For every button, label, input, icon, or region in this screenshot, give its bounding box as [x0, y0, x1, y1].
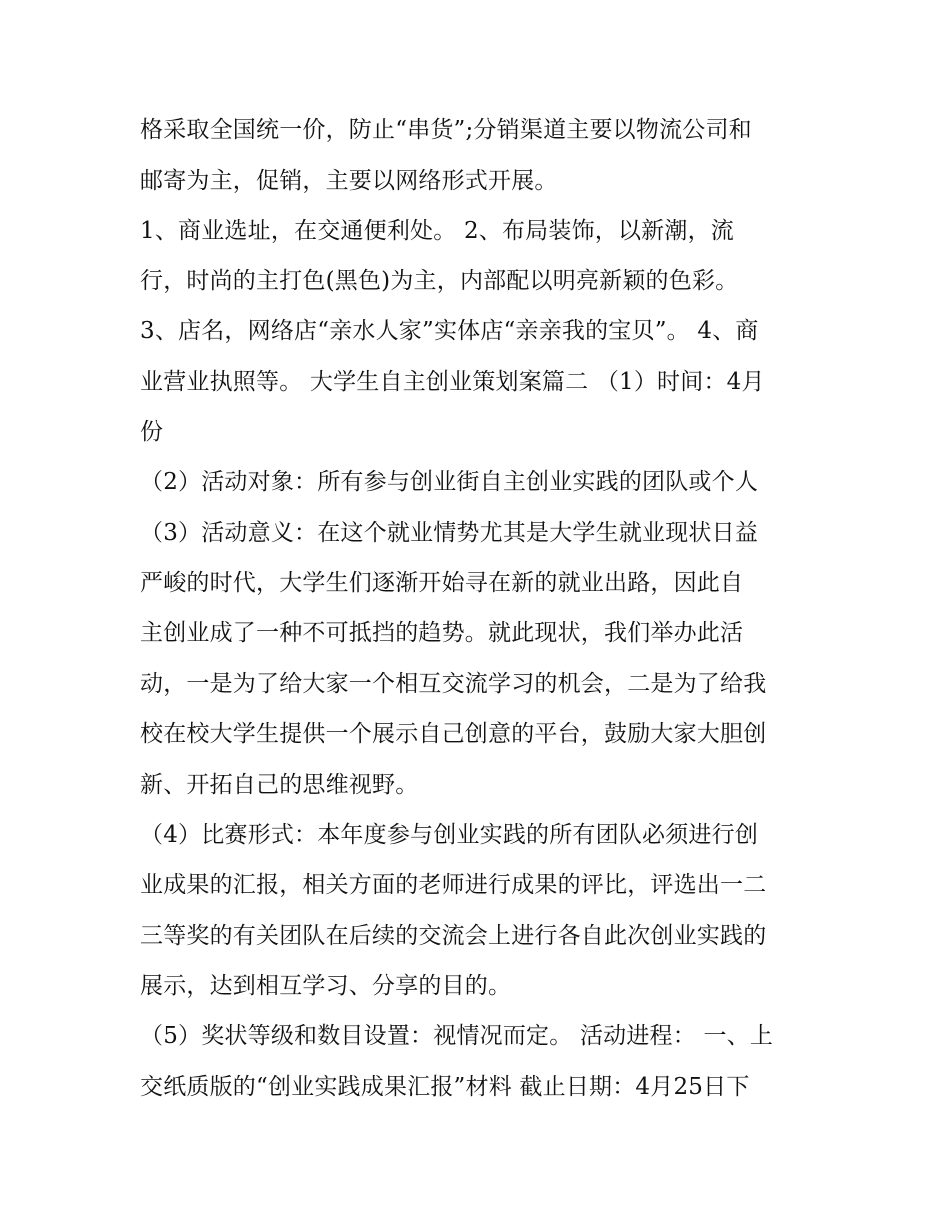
text-line: 交纸质版的“创业实践成果汇报”材料 截止日期：4月25日下: [140, 1074, 750, 1100]
text-line: （2）活动对象：所有参与创业街自主创业实践的团队或个人: [140, 469, 759, 495]
text-line: 格采取全国统一价，防止“串货”;分销渠道主要以物流公司和: [140, 117, 752, 143]
text-line: 3、店名，网络店“亲水人家”实体店“亲亲我的宝贝”。 4、商: [140, 318, 759, 344]
text-line: 业营业执照等。 大学生自主创业策划案篇二 （1）时间：4月: [140, 369, 765, 395]
text-line: 份: [140, 419, 164, 445]
text-line: 动，一是为了给大家一个相互交流学习的机会，二是为了给我: [140, 671, 767, 697]
text-line: （3）活动意义：在这个就业情势尤其是大学生就业现状日益: [140, 520, 759, 546]
text-line: 业成果的汇报，相关方面的老师进行成果的评比，评选出一二: [140, 872, 767, 898]
text-line: 新、开拓自己的思维视野。: [140, 772, 419, 798]
text-line: 严峻的时代，大学生们逐渐开始寻在新的就业出路，因此自: [140, 570, 744, 596]
text-line: 展示，达到相互学习、分享的目的。: [140, 973, 512, 999]
text-line: 主创业成了一种不可抵挡的趋势。就此现状，我们举办此活: [140, 620, 744, 646]
text-line: 三等奖的有关团队在后续的交流会上进行各自此次创业实践的: [140, 923, 767, 949]
text-line: （5）奖状等级和数目设置：视情况而定。 活动进程： 一、上: [140, 1023, 774, 1049]
text-line: 1、商业选址，在交通便利处。 2、布局装饰，以新潮，流: [140, 218, 734, 244]
text-line: 邮寄为主，促销，主要以网络形式开展。: [140, 168, 558, 194]
text-line: （4）比赛形式：本年度参与创业实践的所有团队必须进行创: [140, 822, 759, 848]
text-line: 行，时尚的主打色(黑色)为主，内部配以明亮新颖的色彩。: [140, 268, 739, 294]
text-line: 校在校大学生提供一个展示自己创意的平台，鼓励大家大胆创: [140, 721, 767, 747]
